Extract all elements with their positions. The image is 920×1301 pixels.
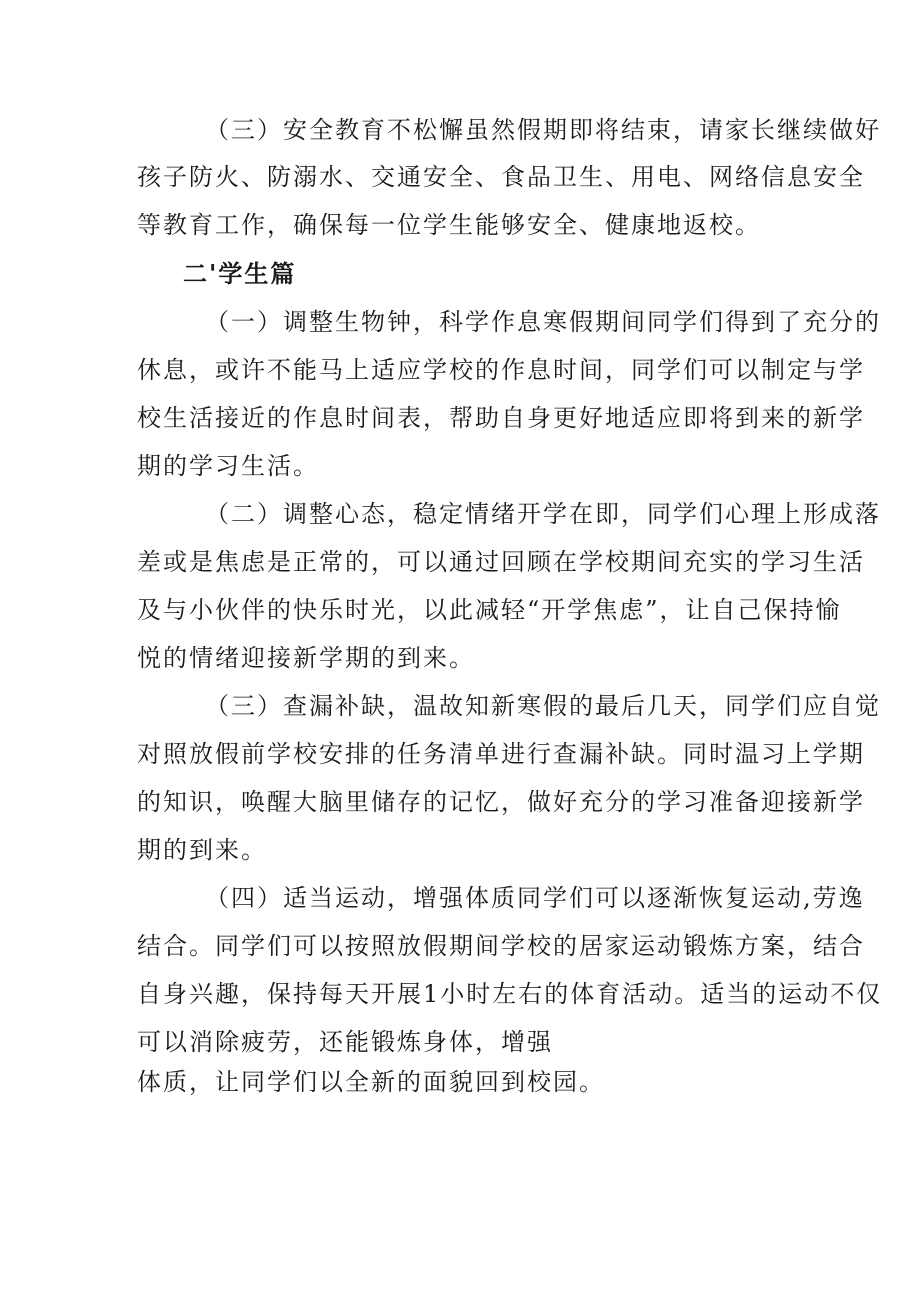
paragraph-parents-safety-line-1: （三）安全教育不松懈虽然假期即将结束，请家长继续做好 [205, 116, 881, 144]
paragraph-parents-safety-line-2: 孩子防火、防溺水、交通安全、食品卫生、用电、网络信息安全 [137, 163, 865, 191]
paragraph-sleep-line-1: （一）调整生物钟，科学作息寒假期间同学们得到了充分的 [205, 308, 881, 336]
paragraph-parents-safety-line-3: 等教育工作，确保每一位学生能够安全、健康地返校。 [137, 211, 761, 239]
paragraph-review-line-1: （三）查漏补缺，温故知新寒假的最后几天，同学们应自觉 [205, 692, 881, 720]
paragraph-exercise-line-1: （四）适当运动，增强体质同学们可以逐渐恢复运动,劳逸 [205, 884, 865, 912]
paragraph-review-line-3: 的知识，唤醒大脑里储存的记忆，做好充分的学习准备迎接新学 [137, 788, 865, 816]
paragraph-review-line-4: 期的到来。 [137, 836, 267, 864]
paragraph-mindset-line-2: 差或是焦虑是正常的，可以通过回顾在学校期间充实的学习生活 [137, 548, 865, 576]
paragraph-mindset-line-4: 悦的情绪迎接新学期的到来。 [137, 644, 475, 672]
paragraph-sleep-line-4: 期的学习生活。 [137, 452, 319, 480]
paragraph-review-line-2: 对照放假前学校安排的任务清单进行查漏补缺。同时温习上学期 [137, 740, 865, 768]
paragraph-exercise-line-3: 自身兴趣，保持每天开展1小时左右的体育活动。适当的运动不仅 [137, 980, 883, 1008]
paragraph-mindset-line-1: （二）调整心态，稳定情绪开学在即，同学们心理上形成落 [205, 500, 881, 528]
section-heading-students: 二'学生篇 [183, 259, 297, 288]
paragraph-mindset-line-3: 及与小伙伴的快乐时光，以此减轻“开学焦虑”，让自己保持愉 [137, 596, 842, 624]
paragraph-exercise-line-4: 可以消除疲劳，还能锻炼身体，增强 [137, 1028, 553, 1056]
paragraph-sleep-line-3: 校生活接近的作息时间表，帮助自身更好地适应即将到来的新学 [137, 404, 865, 432]
paragraph-exercise-line-2: 结合。同学们可以按照放假期间学校的居家运动锻炼方案，结合 [137, 932, 865, 960]
paragraph-exercise-line-5: 体质，让同学们以全新的面貌回到校园。 [137, 1068, 605, 1096]
paragraph-sleep-line-2: 休息，或许不能马上适应学校的作息时间，同学们可以制定与学 [137, 356, 865, 384]
